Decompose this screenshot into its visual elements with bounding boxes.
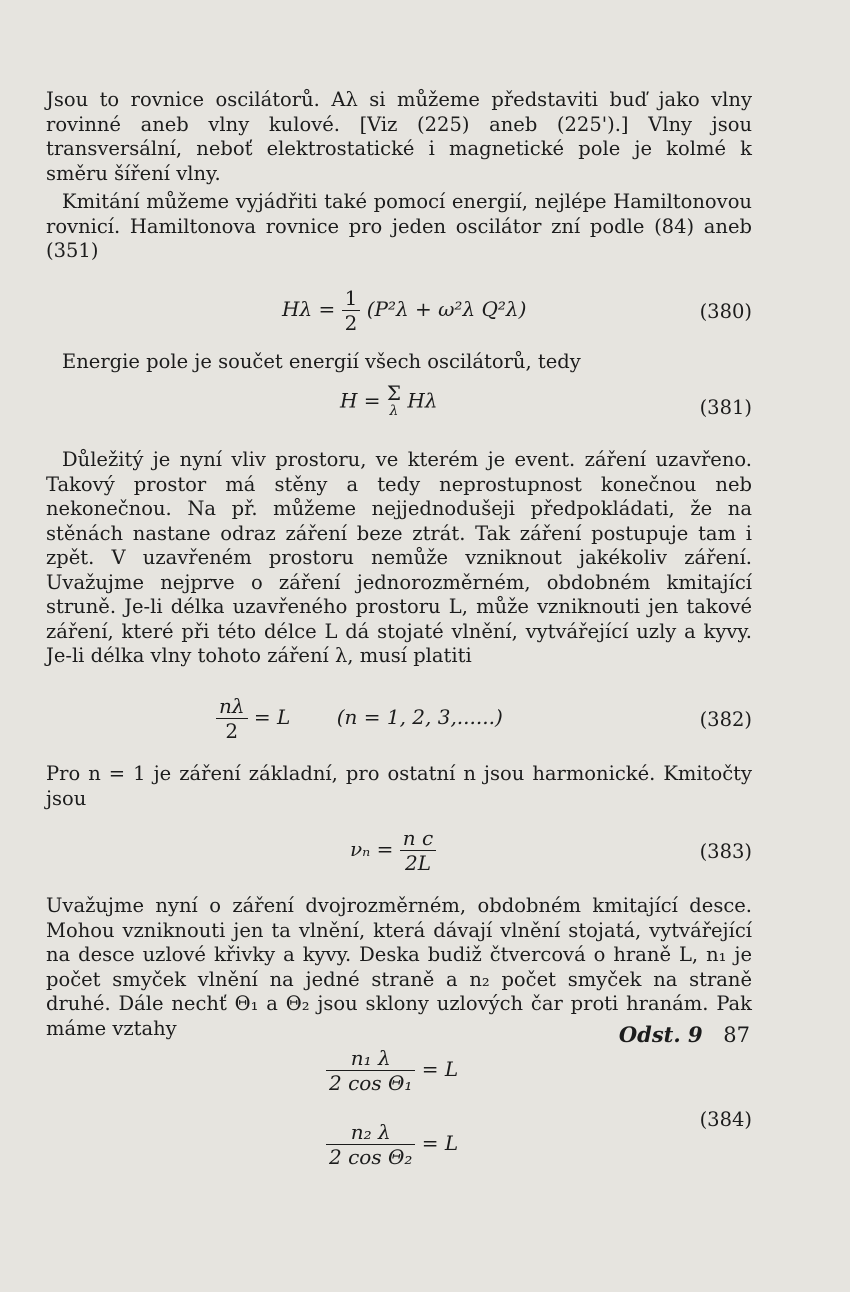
- equation-number-382: (382): [699, 708, 752, 731]
- fraction-numerator: n c: [400, 826, 436, 851]
- fraction-numerator: nλ: [216, 694, 248, 719]
- equation-rhs: = L: [253, 705, 291, 729]
- equation-lhs: Hλ =: [282, 297, 336, 321]
- equation-lhs: H =: [340, 388, 381, 413]
- fraction: [326, 1120, 415, 1169]
- summation-symbol: Σ: [386, 381, 402, 405]
- summation: [386, 381, 402, 420]
- equation-rhs: = L: [421, 1131, 459, 1155]
- fraction: [342, 286, 361, 335]
- equation-rhs: (P²λ + ω²λ Q²λ): [366, 297, 527, 321]
- paragraph-frequencies: [46, 762, 752, 811]
- equation-number-383: (383): [699, 840, 752, 863]
- equation-384-b: [326, 1120, 458, 1169]
- paragraph-text: Důležitý je nyní vliv prostoru, ve kterém je event. záření uzavřeno. Takový prostor má stěny a tedy neprostupnost konečnou neb nekonečnou. Na př. můžeme nejjednodušeji předpokládati, že na stěnách nastane odraz záření beze ztrát. Tak záření postupuje tam i zpět. V uzavřeném prostoru nemůže vzniknout jakékoliv záření. Uvažujme nejprve o záření jednorozměrném, obdobném kmitající struně. Je-li délka uzavřeného prostoru L, může vzniknouti jen takové záření, které při této délce L dá stojaté vlnění, vytvářející uzly a kyvy. Je-li délka vlny tohoto záření λ, musí platiti: [46, 448, 752, 667]
- equation-number-384: (384): [699, 1108, 752, 1131]
- fraction-numerator: n₁ λ: [326, 1046, 415, 1071]
- paragraph-text: Energie pole je součet energií všech oscilátorů, tedy: [62, 350, 581, 373]
- equation-number-381: (381): [699, 396, 752, 419]
- equation-lhs: νₙ =: [350, 837, 394, 861]
- paragraph-field-energy: [46, 350, 752, 375]
- summation-index: λ: [389, 403, 399, 419]
- fraction-denominator: 2L: [404, 851, 431, 875]
- equation-number-380: (380): [699, 300, 752, 323]
- paragraph-text: Pro n = 1 je záření základní, pro ostatní n jsou harmonické. Kmitočty jsou: [46, 762, 752, 810]
- paragraph-oscillators: [46, 88, 752, 186]
- fraction-denominator: 2: [225, 719, 239, 743]
- fraction-denominator: 2: [344, 311, 358, 335]
- fraction-numerator: 1: [342, 286, 361, 311]
- equation-condition: (n = 1, 2, 3,......): [336, 705, 503, 729]
- page-number: 87: [723, 1023, 750, 1047]
- fraction-denominator: 2 cos Θ₁: [329, 1071, 413, 1095]
- paragraph-text: Kmitání můžeme vyjádřiti také pomocí energií, nejlépe Hamiltonovou rovnicí. Hamiltonova rovnice pro jeden oscilátor zní podle (84) aneb (351): [46, 190, 752, 262]
- equation-rhs: = L: [421, 1057, 459, 1081]
- fraction: [216, 694, 248, 743]
- paragraph-text: Uvažujme nyní o záření dvojrozměrném, obdobném kmitající desce. Mohou vzniknouti jen ta vlnění, která dávají vlnění stojatá, vytvářející na desce uzlové křivky a kyvy. Deska budiž čtvercová o hraně L, n₁ je počet smyček vlnění na jedné straně a n₂ počet smyček na straně druhé. Dále nechť Θ₁ a Θ₂ jsou sklony uzlových čar proti hranám. Pak máme vztahy: [46, 894, 752, 1040]
- fraction-numerator: n₂ λ: [326, 1120, 415, 1145]
- equation-rhs: Hλ: [407, 388, 438, 413]
- equation-383: [350, 826, 436, 875]
- fraction: [326, 1046, 415, 1095]
- section-label: Odst. 9: [618, 1022, 703, 1047]
- paragraph-hamilton: [46, 190, 752, 264]
- equation-380: [282, 286, 526, 335]
- fraction-denominator: 2 cos Θ₂: [329, 1145, 413, 1169]
- equation-382: [216, 694, 503, 743]
- equation-384-a: [326, 1046, 458, 1095]
- paragraph-two-dimensional: [46, 894, 752, 1041]
- paragraph-text: Jsou to rovnice oscilátorů. Aλ si můžeme představiti buď jako vlny rovinné aneb vlny kulové. [Viz (225) aneb (225').] Vlny jsou transversální, neboť elektrostatické i magnetické pole je kolmé k směru šíření vlny.: [46, 88, 752, 185]
- page-footer: [619, 1022, 750, 1047]
- equation-381: [340, 381, 438, 420]
- paragraph-enclosed-space: [46, 448, 752, 669]
- fraction: [400, 826, 436, 875]
